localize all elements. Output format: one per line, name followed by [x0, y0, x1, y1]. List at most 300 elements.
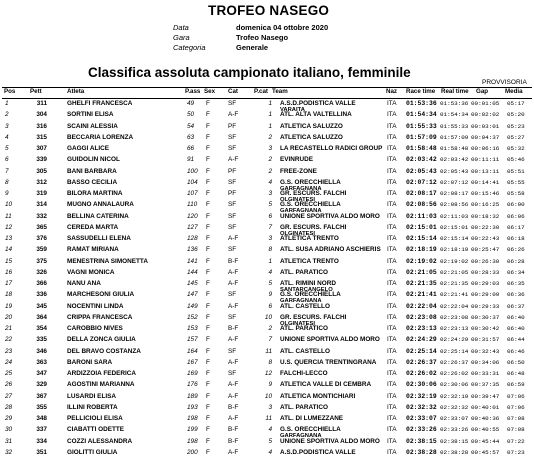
bib-cell: 345: [36, 302, 47, 310]
position-cell: 21: [5, 325, 13, 332]
team-name: UNIONE SPORTIVA ALDO MORO: [280, 212, 380, 220]
bib-cell: 329: [36, 381, 47, 389]
real-time-cell: 02:25:14: [440, 347, 469, 355]
real-time-cell: 02:03:42: [440, 156, 469, 164]
overall-pass-cell: 152: [187, 313, 198, 321]
position-cell: 27: [5, 392, 13, 400]
col-cat: Cat: [228, 88, 238, 95]
nation-cell: ITA: [387, 347, 397, 355]
team-name: ATLETICA TRENTO: [280, 257, 339, 265]
race-time-cell: 02:24:29: [406, 336, 437, 344]
col-media: Media: [505, 88, 523, 95]
gap-cell: 00:22:43: [471, 235, 500, 242]
category-position-cell: 6: [268, 302, 272, 310]
nation-cell: ITA: [387, 325, 397, 332]
nation-cell: ITA: [387, 257, 397, 265]
real-time-cell: 02:21:35: [440, 280, 469, 287]
sex-cell: F: [206, 268, 210, 276]
athlete-name: RAMAT MIRIANA: [67, 246, 119, 254]
nation-cell: ITA: [387, 370, 397, 377]
nation-cell: ITA: [387, 437, 397, 445]
position-cell: 16: [5, 268, 13, 276]
position-cell: 30: [5, 426, 13, 434]
team-name: ATL. ALTA VALTELLINA: [280, 111, 352, 119]
team-name: ATL. CASTELLO: [280, 347, 330, 355]
overall-pass-cell: 91: [187, 156, 195, 164]
team-name: ATLETICA TRENTO: [280, 235, 339, 242]
sex-cell: F: [206, 156, 210, 164]
real-time-cell: 02:19:02: [440, 257, 469, 265]
athlete-name: MUGNO ANNALAURA: [67, 201, 134, 209]
real-time-cell: 02:26:02: [440, 370, 469, 377]
real-time-cell: 02:24:29: [440, 336, 469, 344]
position-cell: 14: [5, 246, 13, 254]
overall-pass-cell: 54: [187, 122, 195, 130]
position-cell: 29: [5, 415, 13, 422]
athlete-name: BARONI SARA: [67, 358, 113, 366]
position-cell: 28: [5, 403, 13, 411]
team-name-line2: OLGINATESI: [280, 197, 315, 203]
col-pos: Pos: [4, 88, 16, 95]
athlete-name: CAROBBIO NIVES: [67, 325, 123, 332]
real-time-cell: 01:57:09: [440, 133, 469, 141]
bib-cell: 348: [36, 415, 47, 422]
race-time-cell: 01:55:33: [406, 122, 437, 130]
overall-pass-cell: 63: [187, 133, 195, 141]
team-name: FALCHI-LECCO: [280, 370, 328, 377]
sex-cell: F: [206, 246, 210, 254]
team-name: LA RECASTELLO RADICI GROUP: [280, 145, 383, 152]
gap-cell: 00:11:11: [471, 156, 500, 164]
athlete-name: GUIDOLIN NICOL: [67, 156, 120, 164]
race-time-cell: 02:26:37: [406, 358, 437, 366]
sex-cell: F: [206, 223, 210, 231]
category-cell: SF: [228, 178, 237, 186]
sex-cell: F: [206, 145, 210, 152]
nation-cell: ITA: [387, 167, 397, 175]
race-time-cell: 02:07:12: [406, 178, 437, 186]
category-position-cell: 2: [268, 133, 272, 141]
gap-cell: 00:22:30: [471, 223, 500, 231]
real-time-cell: 01:53:36: [440, 100, 469, 107]
pace-cell: 07:06: [507, 392, 525, 400]
team-name: U.S. QUERCIA TRENTINGRANA: [280, 358, 377, 366]
team-name: UNIONE SPORTIVA ALDO MORO: [280, 437, 380, 445]
gap-cell: 00:29:09: [471, 291, 500, 299]
pace-cell: 05:32: [507, 145, 525, 152]
athlete-name: BILORA MARTINA: [67, 190, 123, 197]
col-pcat: P.cat: [254, 88, 268, 95]
pace-cell: 06:37: [507, 302, 525, 310]
category-cell: A-F: [228, 156, 239, 164]
bib-cell: 311: [36, 100, 47, 107]
position-cell: 26: [5, 381, 13, 389]
athlete-name: BECCARIA LORENZA: [67, 133, 134, 141]
gap-cell: 00:29:03: [471, 280, 500, 287]
pace-cell: 06:34: [507, 268, 525, 276]
overall-pass-cell: 50: [187, 111, 195, 119]
position-cell: 7: [5, 167, 9, 175]
pace-cell: 06:00: [507, 201, 525, 209]
col-real: Real time: [441, 88, 469, 95]
bib-cell: 319: [36, 190, 47, 197]
nation-cell: ITA: [387, 190, 397, 197]
sex-cell: F: [206, 336, 210, 344]
race-time-cell: 02:38:28: [406, 448, 437, 456]
race-time-cell: 02:32:19: [406, 392, 437, 400]
athlete-name: MARCHESONI GIULIA: [67, 291, 135, 299]
position-cell: 1: [5, 100, 9, 107]
race-time-cell: 02:30:06: [406, 381, 437, 389]
bib-cell: 326: [36, 268, 47, 276]
race-time-cell: 02:05:43: [406, 167, 437, 175]
athlete-name: ILLINI ROBERTA: [67, 403, 118, 411]
classification-title: Classifica assoluta campionato italiano, femminile: [88, 65, 411, 80]
category-cell: SF: [228, 133, 237, 141]
overall-pass-cell: 157: [187, 336, 198, 344]
nation-cell: ITA: [387, 235, 397, 242]
category-position-cell: 11: [265, 347, 272, 355]
real-time-cell: 02:18:19: [440, 246, 469, 254]
gap-cell: 00:18:32: [471, 212, 500, 220]
category-cell: A-F: [228, 302, 239, 310]
category-position-cell: 3: [268, 235, 272, 242]
real-time-cell: 02:33:07: [440, 415, 469, 422]
category-position-cell: 5: [268, 201, 272, 209]
team-name: UNIONE SPORTIVA ALDO MORO: [280, 336, 380, 344]
overall-pass-cell: 164: [187, 347, 198, 355]
category-cell: B-F: [228, 426, 239, 434]
category-position-cell: 1: [268, 257, 272, 265]
nation-cell: ITA: [387, 111, 397, 119]
race-time-cell: 02:03:42: [406, 156, 437, 164]
bib-cell: 314: [36, 201, 47, 209]
gap-cell: 00:02:02: [471, 111, 500, 119]
category-cell: SF: [228, 347, 237, 355]
bib-cell: 339: [36, 156, 47, 164]
bib-cell: 359: [36, 246, 47, 254]
team-name: A.S.D.PODISTICA VALLE: [280, 448, 356, 456]
overall-pass-cell: 120: [187, 212, 198, 220]
gap-cell: 00:13:11: [471, 167, 500, 175]
category-value: Generale: [236, 43, 269, 52]
gap-cell: 00:40:01: [471, 403, 500, 411]
nation-cell: ITA: [387, 100, 397, 107]
real-time-cell: 02:32:19: [440, 392, 469, 400]
real-time-cell: 02:07:12: [440, 178, 469, 186]
bib-cell: 316: [36, 122, 47, 130]
real-time-cell: 02:08:56: [440, 201, 469, 209]
athlete-name: GHELFI FRANCESCA: [67, 100, 133, 107]
col-pett: Pett: [30, 88, 42, 95]
overall-pass-cell: 149: [187, 302, 198, 310]
nation-cell: ITA: [387, 156, 397, 164]
overall-pass-cell: 127: [187, 223, 198, 231]
sex-cell: F: [206, 347, 210, 355]
sex-cell: F: [206, 302, 210, 310]
category-cell: SF: [228, 223, 237, 231]
category-position-cell: 9: [268, 291, 272, 299]
category-cell: A-F: [228, 448, 239, 456]
overall-pass-cell: 141: [187, 257, 198, 265]
sex-cell: F: [206, 167, 210, 175]
gap-cell: 00:25:47: [471, 246, 500, 254]
pace-cell: 06:36: [507, 291, 525, 299]
athlete-name: NANU ANA: [67, 280, 101, 287]
overall-pass-cell: 145: [187, 280, 198, 287]
nation-cell: ITA: [387, 178, 397, 186]
team-name-line2: GARFAGNANA: [280, 298, 322, 305]
athlete-name: CEREDA MARTA: [67, 223, 119, 231]
pace-cell: 06:35: [507, 280, 525, 287]
pace-cell: 07:23: [507, 448, 525, 456]
bib-cell: 334: [36, 437, 47, 445]
pace-cell: 06:28: [507, 257, 525, 265]
sex-cell: F: [206, 313, 210, 321]
sex-cell: F: [206, 381, 210, 389]
category-position-cell: 4: [268, 178, 272, 186]
race-time-cell: 02:08:17: [406, 190, 437, 197]
gap-cell: 00:30:42: [471, 325, 500, 332]
category-cell: B-F: [228, 437, 239, 445]
pace-cell: 05:20: [507, 111, 525, 119]
category-position-cell: 7: [268, 336, 272, 344]
overall-pass-cell: 198: [187, 437, 198, 445]
overall-pass-cell: 198: [187, 415, 198, 422]
provisional-label: PROVVISORIA: [482, 79, 527, 86]
bib-cell: 304: [36, 111, 47, 119]
position-cell: 6: [5, 156, 9, 164]
athlete-name: BELLINA CATERINA: [67, 212, 129, 220]
bib-cell: 336: [36, 291, 47, 299]
team-name: A.S.D.PODISTICA VALLE: [280, 100, 356, 107]
team-name: ATL. PARATICO: [280, 325, 328, 332]
overall-pass-cell: 147: [187, 291, 198, 299]
nation-cell: ITA: [387, 392, 397, 400]
athlete-name: NOCENTINI LINDA: [67, 302, 124, 310]
real-time-cell: 02:26:37: [440, 358, 469, 366]
category-position-cell: 2: [268, 325, 272, 332]
category-position-cell: 5: [268, 280, 272, 287]
category-position-cell: 6: [268, 212, 272, 220]
position-cell: 5: [5, 145, 9, 152]
overall-pass-cell: 176: [187, 381, 198, 389]
sex-cell: F: [206, 100, 210, 107]
bib-cell: 332: [36, 212, 47, 220]
race-time-cell: 02:18:19: [406, 246, 437, 254]
category-label: Categoria: [173, 43, 206, 52]
nation-cell: ITA: [387, 313, 397, 321]
category-cell: A-F: [228, 392, 239, 400]
sex-cell: F: [206, 426, 210, 434]
category-cell: SF: [228, 313, 237, 321]
gap-cell: 00:29:33: [471, 302, 500, 310]
real-time-cell: 02:32:32: [440, 403, 469, 411]
real-time-cell: 02:33:26: [440, 426, 469, 434]
athlete-name: PELLICIOLI ELISA: [67, 415, 123, 422]
col-race: Race time: [406, 88, 436, 95]
position-cell: 32: [5, 448, 13, 456]
category-cell: PF: [228, 190, 237, 197]
category-position-cell: 4: [268, 426, 272, 434]
real-time-cell: 01:55:33: [440, 122, 469, 130]
race-time-cell: 02:21:35: [406, 280, 437, 287]
race-time-cell: 01:54:34: [406, 111, 437, 119]
overall-pass-cell: 189: [187, 392, 198, 400]
category-position-cell: 4: [268, 268, 272, 276]
team-name-line2: GARFAGNANA: [280, 208, 322, 215]
gap-cell: 00:15:46: [471, 190, 500, 197]
pace-cell: 05:55: [507, 178, 525, 186]
pace-cell: 07:22: [507, 437, 525, 445]
position-cell: 25: [5, 370, 13, 377]
category-position-cell: 9: [268, 381, 272, 389]
sex-cell: F: [206, 212, 210, 220]
team-name: G.S. ORECCHIELLA: [280, 178, 341, 186]
category-cell: A-F: [228, 336, 239, 344]
pace-cell: 05:17: [507, 100, 525, 107]
real-time-cell: 02:21:05: [440, 268, 469, 276]
gap-cell: 00:37:35: [471, 381, 500, 389]
category-cell: B-F: [228, 257, 239, 265]
athlete-name: BASSO CECILIA: [67, 178, 118, 186]
athlete-name: GIOLITTI GIULIA: [67, 448, 118, 456]
team-name: GR. ESCURS. FALCHI: [280, 313, 347, 321]
team-name-line2: SANTARCANGELO: [280, 287, 333, 293]
race-time-cell: 02:15:01: [406, 223, 437, 231]
pace-cell: 06:17: [507, 223, 525, 231]
category-cell: SF: [228, 145, 237, 152]
header-rule-bottom: [2, 98, 532, 99]
position-cell: 17: [5, 280, 13, 287]
real-time-cell: 02:38:28: [440, 448, 469, 456]
bib-cell: 307: [36, 145, 47, 152]
race-time-cell: 02:11:03: [406, 212, 437, 220]
nation-cell: ITA: [387, 246, 397, 254]
real-time-cell: 02:11:03: [440, 212, 469, 220]
team-name: EVINRUDE: [280, 156, 314, 164]
team-name: ATL. CASTELLO: [280, 302, 330, 310]
gap-cell: 00:40:55: [471, 426, 500, 434]
col-sex: Sex: [204, 88, 216, 95]
athlete-name: CIABATTI ODETTE: [67, 426, 125, 434]
bib-cell: 355: [36, 403, 47, 411]
nation-cell: ITA: [387, 201, 397, 209]
position-cell: 8: [5, 178, 9, 186]
category-cell: PF: [228, 167, 237, 175]
real-time-cell: 02:05:43: [440, 167, 469, 175]
bib-cell: 364: [36, 313, 47, 321]
pace-cell: 06:48: [507, 370, 525, 377]
sex-cell: F: [206, 235, 210, 242]
sex-cell: F: [206, 201, 210, 209]
team-name: FREE-ZONE: [280, 167, 317, 175]
pace-cell: 05:23: [507, 122, 525, 130]
athlete-name: SASSUDELLI ELENA: [67, 235, 131, 242]
position-cell: 4: [5, 133, 9, 141]
race-time-cell: 02:22:04: [406, 302, 437, 310]
team-name-line2: VARAITA: [280, 107, 305, 113]
category-position-cell: 1: [268, 122, 272, 130]
category-position-cell: 8: [268, 246, 272, 254]
sex-cell: F: [206, 325, 210, 332]
overall-pass-cell: 199: [187, 426, 198, 434]
nation-cell: ITA: [387, 415, 397, 422]
category-cell: PF: [228, 122, 237, 130]
pace-cell: 06:50: [507, 358, 525, 366]
overall-pass-cell: 100: [187, 167, 198, 175]
position-cell: 22: [5, 336, 13, 344]
race-time-cell: 02:08:56: [406, 201, 437, 209]
category-cell: SF: [228, 201, 237, 209]
sex-cell: F: [206, 111, 210, 119]
gap-cell: 00:28:33: [471, 268, 500, 276]
category-position-cell: 2: [268, 156, 272, 164]
sex-cell: F: [206, 122, 210, 130]
bib-cell: 363: [36, 358, 47, 366]
position-cell: 12: [5, 223, 13, 231]
category-cell: SF: [228, 291, 237, 299]
real-time-cell: 02:08:17: [440, 190, 469, 197]
bib-cell: 375: [36, 257, 47, 265]
nation-cell: ITA: [387, 280, 397, 287]
sex-cell: F: [206, 190, 210, 197]
nation-cell: ITA: [387, 381, 397, 389]
bib-cell: 337: [36, 426, 47, 434]
column-headers: [0, 88, 534, 98]
pace-cell: 07:06: [507, 403, 525, 411]
race-time-cell: 02:26:02: [406, 370, 437, 377]
nation-cell: ITA: [387, 426, 397, 434]
pace-cell: 05:46: [507, 156, 525, 164]
bib-cell: 366: [36, 280, 47, 287]
race-time-cell: 02:38:15: [406, 437, 437, 445]
team-name: ATLETICA MONTICHIARI: [280, 392, 356, 400]
overall-pass-cell: 153: [187, 325, 198, 332]
category-cell: SF: [228, 100, 237, 107]
position-cell: 31: [5, 437, 13, 445]
race-time-cell: 02:25:14: [406, 347, 437, 355]
gap-cell: 00:33:31: [471, 370, 500, 377]
real-time-cell: 02:21:41: [440, 291, 469, 299]
category-cell: A-F: [228, 415, 239, 422]
position-cell: 18: [5, 291, 13, 299]
team-name: GR. ESCURS. FALCHI: [280, 190, 347, 197]
gap-cell: 00:31:57: [471, 336, 500, 344]
pace-cell: 06:44: [507, 336, 525, 344]
team-name-line2: GARFAGNANA: [280, 433, 322, 440]
nation-cell: ITA: [387, 336, 397, 344]
race-time-cell: 02:21:05: [406, 268, 437, 276]
bib-cell: 346: [36, 347, 47, 355]
gap-cell: 00:45:57: [471, 448, 500, 456]
team-name: ATL. RIMINI NORD: [280, 280, 336, 287]
category-cell: SF: [228, 212, 237, 220]
race-time-cell: 02:23:13: [406, 325, 437, 332]
team-name: ATL. PARATICO: [280, 268, 328, 276]
sex-cell: F: [206, 370, 210, 377]
overall-pass-cell: 49: [187, 100, 195, 107]
category-cell: A-F: [228, 235, 239, 242]
sex-cell: F: [206, 133, 210, 141]
pace-cell: 06:40: [507, 325, 525, 332]
gap-cell: 00:03:01: [471, 122, 500, 130]
category-position-cell: 3: [268, 403, 272, 411]
table-row: [0, 449, 534, 462]
nation-cell: ITA: [387, 358, 397, 366]
pace-cell: 07:08: [507, 415, 525, 422]
team-name-line2: OLGINATESI: [280, 230, 315, 237]
